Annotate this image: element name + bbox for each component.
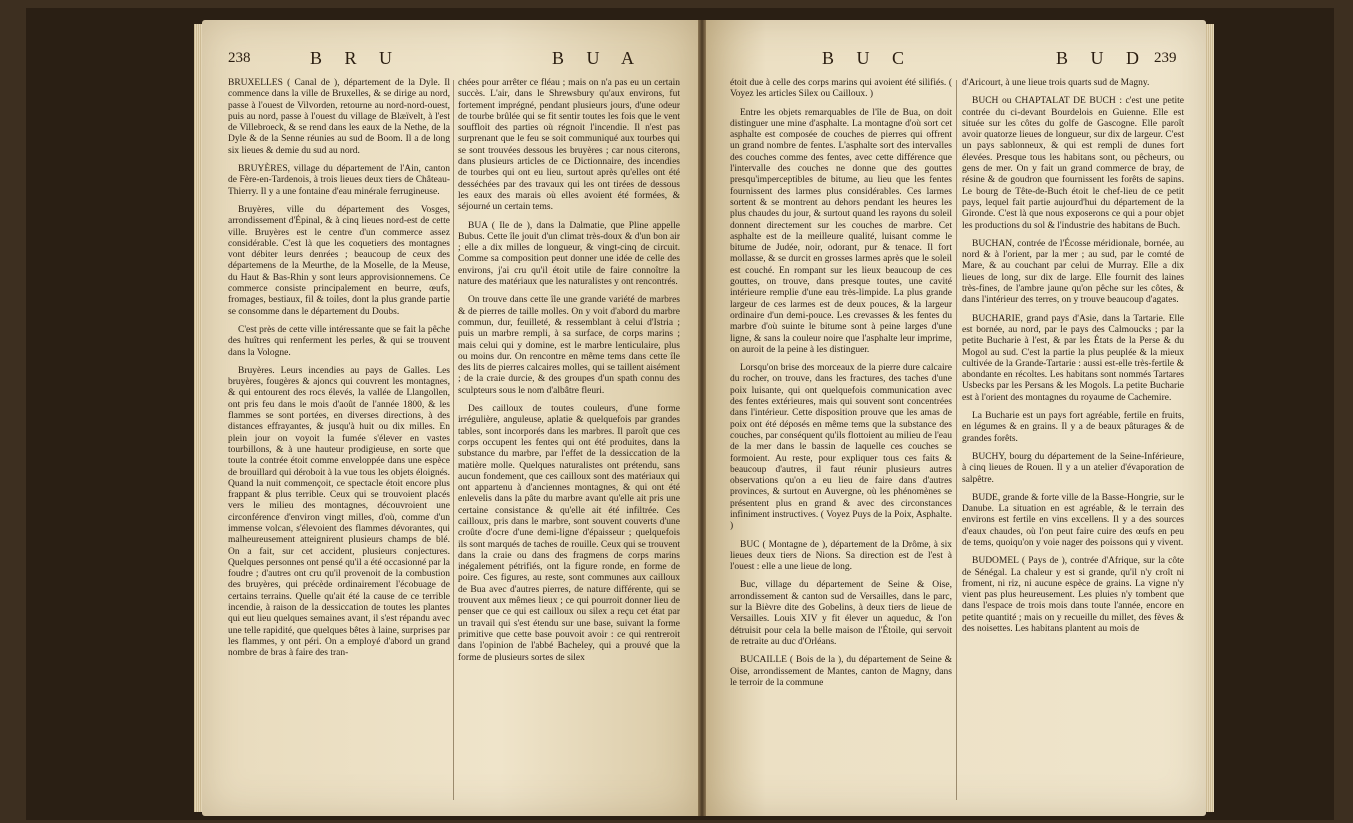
paragraph: BUCHY, bourg du département de la Seine-Inférieure, à cinq lieues de Rouen. Il y a un atelier d'évaporation de salpêtre. (962, 451, 1184, 485)
paragraph: Buc, village du département de Seine & Oise, arrondissement & canton sud de Versailles, dans le parc, sur la Bièvre dite des Gobelins, à deux tiers de lieue de Versailles. Louis XIV y fit élever un aqueduc, & l'on détruisit pour cela la belle maison de l'Étoile, qui servoit de retraite au duc d'Orléans. (730, 580, 952, 647)
page-edges-right (1206, 24, 1214, 812)
column-divider (956, 80, 957, 800)
paragraph: Entre les objets remarquables de l'île de Bua, on doit distinguer une mine d'asphalte. La montagne d'où sort cet asphalte est composée de couches de pierres qui offrent un grand nombre de fentes. L'asphalte sort des intervalles des couches comme des fentes, avec cette différence que l'intervalle des couches ne donne que des gouttes presqu'imperceptibles de bitume, au lieu que les fentes fournissent des larmes plus considérables. Ces larmes sortent & se montrent au dehors pendant les heures les plus chaudes du jour, & surtout quand les rayons du soleil donnent directement sur les couches de marbre. Cet asphalte est de la meilleure qualité, luisant comme le bitume de Judée, noir, odorant, pur & tenace. Il fort mollasse, & se durcit en grosses larmes après que le soleil est couché. En rompant sur les lieux beaucoup de ces gouttes, on trouve, dans presque toutes, une cavité intérieure remplie d'une eau très-limpide. La plus grande largeur de ces larmes est de deux pouces, & la largeur ordinaire d'un demi-pouce. Les crevasses & les fentes du marbre d'où suinte le bitume sont à peine larges d'une ligne, & sans la couleur noire que l'asphalte leur imprime, on auroit de la peine à les distinguer. (730, 107, 952, 355)
paragraph: chées pour arrêter ce fléau ; mais on n'a pas eu un certain succès. L'air, dans le Shrewsbury qu'aux environs, fut fortement imprégné, pendant plusieurs jours, d'une odeur de tourbe brûlée qui se fit sentir toutes les fois que le vent souffloit des parties où régnoit l'incendie. Il n'est pas surprenant que le feu se soit communiqué aux tourbes qui se sont trouvées dessous les bruyères ; car nous citerons, dans plusieurs articles de ce Dictionnaire, des incendies de tourbes qui ont eu lieu, surtout après qu'elles ont été desséchées par des travaux qui les ont tirées de dessous les eaux des marais où elles avoient été formées, & séjourné un certain tems. (458, 78, 680, 213)
paragraph: BUDE, grande & forte ville de la Basse-Hongrie, sur le Danube. La situation en est agréable, & le terrain des environs est fertile en vins excellens. Il y a des sources d'eaux chaudes, où l'on peut faire cuire des œufs en peu de tems, quoiqu'on y voie nager des poissons qui y vivent. (962, 492, 1184, 548)
right-page-header (706, 46, 1206, 72)
paragraph: étoit due à celle des corps marins qui avoient été silifiés. ( Voyez les articles Silex ou Cailloux. ) (730, 78, 952, 100)
page-edges-left (194, 24, 202, 812)
paragraph: On trouve dans cette île une grande variété de marbres & de pierres de taille molles. On y voit d'abord du marbre commun, dur, feuilleté, & ressemblant à celui d'Istria ; puis un marbre rempli, à sa surface, de corps marins ; mais celui qui y domine, est le marbre lenticulaire, plus ou moins dur. On rencontre en même tems dans cette île des lits de pierres calcaires molles, qui se taillent aisément ; de la craie durcie, & des groupes d'un spath connu des sculpteurs sous le nom d'albâtre fleuri. (458, 295, 680, 396)
column-divider (453, 80, 454, 800)
running-head-right: B U A (552, 48, 644, 68)
paragraph: Bruyères, ville du département des Vosges, arrondissement d'Épinal, & à cinq lieues nord-est de cette ville. Bruyères est le centre d'un commerce assez considérable. C'est là que les coquetiers des montagnes vont débiter leurs denrées ; beaucoup de ceux des départemens de la Meurthe, de la Moselle, de la Meuse, du Haut & Bas-Rhin y sont leurs approvisionnemens. Ce commerce consiste principalement en beurre, œufs, fromages, bestiaux, fil & toiles, dont la plus grande partie se consomme dans le département du Doubs. (228, 204, 450, 317)
left-page (202, 20, 698, 816)
right-column-1 (730, 78, 952, 808)
paragraph: Bruyères. Leurs incendies au pays de Galles. Les bruyères, fougères & ajoncs qui couvrent les montagnes, & qui entourent des rocs élevés, la vallée de Llangollen, ont pris feu dans le mois d'août de l'année 1800, & les flammes se sont portées, en diverses directions, à des distances effrayantes, & jusqu'à huit ou dix milles. En plein jour on voyoit la fumée s'élever en vastes tourbillons, & à une hauteur prodigieuse, en sorte que toute la contrée étoit comme enveloppée dans une espèce de brouillard qui déroboit à la vue tous les objets éloignés. Quand la nuit commençoit, ce spectacle étoit encore plus frappant & plus terrible. Ceux qui se trouvoient placés vers le milieu des montagnes, découvroient une circonférence d'environ vingt milles, d'où, comme d'un immense volcan, s'élevoient des flammes dévorantes, qui malheureusement atteignirent plusieurs champs de blé. On a fait, sur cet accident, plusieurs conjectures. Quelques personnes ont pensé qu'il a été occasionné par la foudre ; d'autres ont cru qu'il provenoit de la combustion des bruyères, qui précède ordinairement l'écobuage de certains terrains. Quelle qu'ait été la cause de ce terrible incendie, à raison de la dessiccation de toutes les plantes qui eut lieu quelques semaines avant, il s'est répandu avec une telle rapidité, que quelques bêtes à laine, surprises par les flammes, y ont péri. On a employé d'abord un grand nombre de bras à faire des tran- (228, 365, 450, 659)
paragraph: BUCAILLE ( Bois de la ), du département de Seine & Oise, arrondissement de Mantes, canton de Magny, dans le terroir de la commune (730, 655, 952, 688)
paragraph: BUC ( Montagne de ), département de la Drôme, à six lieues deux tiers de Nions. Sa direction est de l'est à l'ouest : elle a une lieue de long. (730, 539, 952, 573)
paragraph: d'Aricourt, à une lieue trois quarts sud de Magny. (962, 78, 1150, 88)
book-spread (26, 8, 1334, 820)
paragraph: BUCH ou CHAPTALAT DE BUCH : c'est une petite contrée du ci-devant Bourdelois en Guienne. Elle est située sur les côtes du golfe de Gascogne. Elle paroît avoir quatorze lieues de longueur, sur dix de largeur. C'est un pays sablonneux, & qui est rempli de dunes fort élevées. Presque tous les habitans sont, ou pêcheurs, ou gens de mer. On y fait un grand commerce de bray, de résine & de goudron que fournissent les forêts de sapins. Le bourg de Tête-de-Buch étoit le chef-lieu de ce petit pays, lequel fait partie aujourd'hui du département de la Gironde. C'est là que nous exposerons ce qui a pour objet les productions du sol & l'industrie des habitans de Buch. (962, 96, 1184, 231)
left-column-1 (228, 78, 450, 808)
paragraph: La Bucharie est un pays fort agréable, fertile en fruits, en légumes & en grains. Il y a de beaux pâturages & de grandes forêts. (962, 411, 1184, 444)
paragraph: Des cailloux de toutes couleurs, d'une forme irrégulière, anguleuse, aplatie & quelquefois par grandes tables, sont incorporés dans les marbres. Il paroît que ces corps occupent les fentes qui ont été produites, dans la substance du marbre, par l'effet de la dessiccation de la matière molle. Quelques naturalistes ont prétendu, sans aucun fondement, que ces cailloux sont des matériaux qui ont appartenu à d'anciennes montagnes, & qui ont été enlevelis dans la pâte du marbre avant qu'elle ait pris une certaine consistance & qu'elle ait été infiltrée. Ces cailloux, pris dans le marbre, sont souvent couverts d'une croûte d'ocre d'une demi-ligne d'épaisseur ; quelquefois ils sont marqués de taches de rouille. Ceux qui se trouvent dans la craie ou dans des fragmens de corps marins inégalement pétrifiés, ont la figure ronde, en forme de poire. Ces figures, au reste, sont communes aux cailloux de Bua avec d'autres pierres, de nature différente, qui se trouvent aux mêmes lieux ; ce qui pourroit donner lieu de penser que ce qui est cailloux ou silex a reçu cet état par un travail qui s'est étendu sur une base, suivant la forme primitive que cette base pouvoit avoir : ce qui rentreroit dans l'opinion de l'abbé Bacheley, qui a prouvé que la forme de plusieurs sortes de silex (458, 404, 680, 663)
running-head-left: B U C (822, 48, 914, 68)
right-column-2 (962, 78, 1184, 808)
paragraph: BUCHARIE, grand pays d'Asie, dans la Tartarie. Elle est bornée, au nord, par le pays des Calmoucks ; par la petite Bucharie à l'est, & par les États de la Perse & du Mogol au sud. C'est la partie la plus peuplée & la mieux cultivée de la Grande-Tartarie : aussi est-elle très-fertile & abondante en récoltes. Les habitans sont nommés Tartares Usbecks par les Persans & les Mogols. La petite Bucharie est à l'orient des montagnes du royaume de Cachemire. (962, 313, 1184, 403)
left-column-2 (458, 78, 680, 808)
paragraph: BUCHAN, contrée de l'Écosse méridionale, bornée, au nord & à l'orient, par la mer ; au sud, par le comté de Mare, & au couchant par celui de Murray. Elle a dix lieues de long, sur dix de large. Elle fournit des laines très-fines, de l'ambre jaune qu'on pêche sur les côtes, & dans l'intérieur des terres, on y trouve beaucoup d'agates. (962, 238, 1184, 306)
page-number: 239 (1154, 50, 1177, 66)
paragraph: BRUXELLES ( Canal de ), département de la Dyle. Il commence dans la ville de Bruxelles, & se dirige au nord, passe à l'ouest de Vilvorden, retourne au nord-nord-ouest, puis au nord, passe à l'ouest du village de Blæïvelt, à l'est de Villebroeck, & se rend dans les eaux de la Nethe, de la Dyle & de la Senne réunies au sud de Boom. Il a de long six lieues & demie du sud au nord. (228, 78, 450, 156)
running-head-right: B U D (1056, 48, 1149, 68)
page-number: 238 (228, 50, 251, 66)
paragraph: BRUYÈRES, village du département de l'Ain, canton de Fère-en-Tardenois, à trois lieues deux tiers de Château-Thierry. Il y a une fontaine d'eau minérale ferrugineuse. (228, 164, 450, 197)
running-head-left: B R U (310, 48, 402, 68)
paragraph: BUDOMEL ( Pays de ), contrée d'Afrique, sur la côte de Sénégal. La chaleur y est si grande, qu'il n'y croît ni froment, ni riz, ni aucune espèce de grains. La vigne n'y vient pas plus heureusement. Les pluies n'y tombent que dans l'espace de trois mois dans toute l'année, encore en petite quantité ; mais on y recueille du millet, des fèves & des noisettes. Les habitans plantent au mois de (962, 556, 1184, 635)
paragraph: Lorsqu'on brise des morceaux de la pierre dure calcaire du rocher, on trouve, dans les fractures, des taches d'une poix luisante, qui ont quelquefois communication avec des fentes extérieures, mais qui souvent sont concentrées dans l'intérieur. Cette disposition prouve que les amas de poix ont été déposés en même tems que la substance des couches, par conséquent qu'ils flottoient au milieu de l'eau de la mer dans le bassin de laquelle ces couches se formoient. Au reste, pour expliquer tous ces faits & beaucoup d'autres, il faut réunir plusieurs autres observations qu'on a eu lieu de faire dans d'autres provinces, & surtout en Auvergne, où les phénomènes se présentent plus en grand & avec des circonstances infiniment instructives. ( Voyez Puys de la Poix, Asphalte. ) (730, 363, 952, 532)
book-gutter (698, 20, 706, 816)
paragraph: BUA ( Ile de ), dans la Dalmatie, que Pline appelle Bubus. Cette île jouit d'un climat très-doux & d'un bon air ; elle a dix milles de longueur, & vingt-cinq de circuit. Comme sa composition peut donner une idée de celle des environs, j'ai cru qu'il étoit utile de faire connoître la nature des matériaux que les naturalistes y ont rencontrés. (458, 220, 680, 288)
right-page (706, 20, 1206, 816)
paragraph: C'est près de cette ville intéressante que se fait la pêche des huîtres qui renferment les perles, & qui se trouvent dans la Vologne. (228, 324, 450, 358)
left-page-header (202, 46, 698, 72)
